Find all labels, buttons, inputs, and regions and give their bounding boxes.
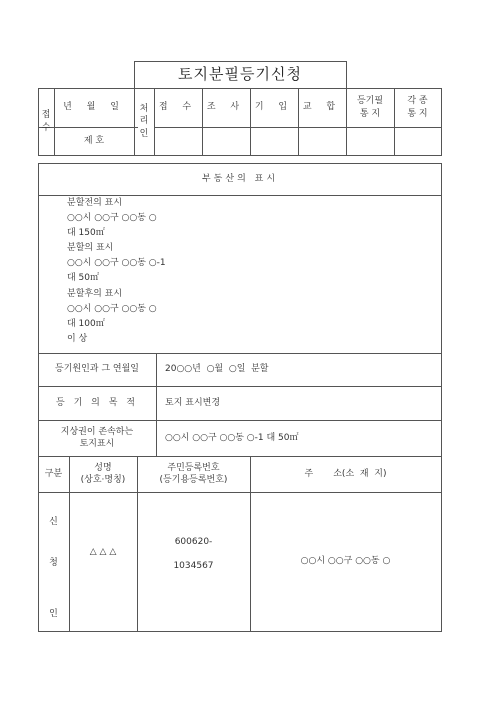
- property-line: 분할전의 표시: [67, 198, 123, 208]
- property-line: 대 100㎡: [67, 318, 105, 329]
- division-header: 구분: [44, 468, 63, 479]
- applicant-address: ○○시 ○○구 ○○동 ○: [300, 556, 391, 567]
- rule: [441, 163, 442, 631]
- superficies-label: 지상권이 존속하는 토지표시: [60, 426, 134, 449]
- purpose-value: 토지 표시변경: [165, 397, 221, 408]
- property-line: ○○시 ○○구 ○○동 ○: [67, 303, 157, 314]
- registration-notice-label: 등기필 통 지: [356, 96, 384, 119]
- reception-label: 접 수: [41, 110, 51, 133]
- property-line: 대 50㎡: [67, 273, 100, 284]
- cause-value: 20○○년 ○월 ○일 분할: [165, 364, 269, 375]
- property-line: 이 상: [67, 333, 88, 344]
- rule: [441, 88, 442, 155]
- property-description: [67, 196, 166, 347]
- property-line: 분할의 표시: [67, 243, 114, 254]
- applicant-name: △ △ △: [89, 546, 117, 557]
- property-line: ○○시 ○○구 ○○동 ○-1: [67, 258, 166, 269]
- property-line: 대 150㎡: [67, 228, 105, 239]
- rule: [154, 127, 442, 128]
- applicant-role-2: 청: [49, 557, 58, 568]
- processor-label: 처 리 인: [139, 104, 149, 139]
- date-label: 년 월 일: [63, 102, 125, 113]
- superficies-value: ○○시 ○○구 ○○동 ○-1 대 50㎡: [165, 432, 299, 443]
- applicant-role-3: 인: [49, 608, 58, 619]
- step-collation: 교 합: [302, 102, 342, 113]
- rule: [38, 155, 442, 156]
- step-entry: 기 입: [254, 102, 294, 113]
- property-heading: 부동산의 표시: [201, 173, 279, 184]
- number-label: 제 호: [83, 135, 105, 146]
- step-examination: 조 사: [206, 102, 246, 113]
- rule: [38, 631, 442, 632]
- step-reception: 접 수: [158, 102, 198, 113]
- property-line: 분할후의 표시: [67, 288, 123, 299]
- applicant-id-number: 600620- 1034567: [173, 536, 214, 572]
- purpose-label: 등 기 의 목 적: [56, 397, 138, 408]
- property-line: ○○시 ○○구 ○○동 ○: [67, 213, 157, 224]
- each-notice-label: 각 종 통 지: [407, 96, 428, 119]
- cause-label: 등기원인과 그 연월일: [55, 364, 139, 375]
- address-header: 주 소(소 재 지): [304, 468, 387, 479]
- rule: [156, 353, 157, 456]
- applicant-role-1: 신: [49, 516, 58, 527]
- name-header: 성명 (상호·명칭): [80, 462, 126, 485]
- id-number-header: 주민등록번호 (등기용등록번호): [159, 462, 228, 485]
- form-title: 토지분필등기신청: [178, 65, 302, 84]
